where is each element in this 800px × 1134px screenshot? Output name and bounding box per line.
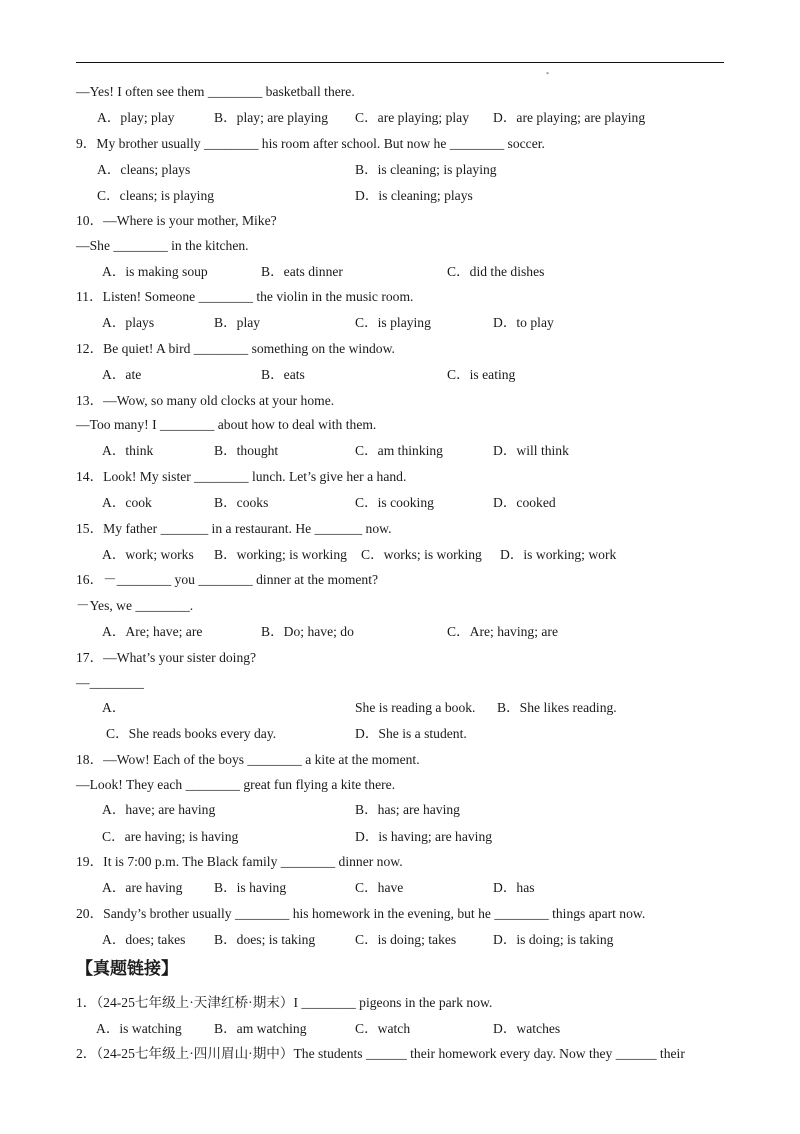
question-11: 11．Listen! Someone ________ the violin in the music room. [76,289,414,304]
question-19: 19．It is 7:00 p.m. The Black family ________ dinner now. [76,854,403,869]
question-13: 13．—Wow, so many old clocks at your home. [76,393,335,408]
option-d: D．has [493,880,535,895]
option-a: A．have; are having [102,802,216,817]
question-18: 18．—Wow! Each of the boys ________ a kite at the moment. [76,752,420,767]
question-12: 12．Be quiet! A bird ________ something on the window. [76,341,395,356]
option-c: C．is cooking [355,495,434,510]
option-b: B．play [214,315,261,330]
option-c: C．is doing; takes [355,932,457,947]
option-c: C．She reads books every day. [106,726,277,741]
option-a: A．is making soup [102,264,208,279]
option-c: C．are having; is having [102,829,239,844]
option-a: A．think [102,443,154,458]
option-b: B．is cleaning; is playing [355,162,497,177]
option-a: A． [102,700,126,715]
question-16: 16．－________ you ________ dinner at the moment? [76,572,379,587]
option-b: B．cooks [214,495,269,510]
question-14: 14．Look! My sister ________ lunch. Let’s give her a hand. [76,469,407,484]
option-c: C．am thinking [355,443,443,458]
question-text: —Yes! I often see them ________ basketball there. [76,84,355,99]
option-b: B．has; are having [355,802,460,817]
option-d: D．is working; work [500,547,617,562]
option-a: A．are having [102,880,183,895]
question-17-reply: —________ [76,675,144,690]
option-b: B．She likes reading. [497,700,617,715]
option-a: A．play; play [97,110,175,125]
option-a: A．does; takes [102,932,186,947]
real-question-2: 2．（24-25七年级上·四川眉山·期中）The students ______ their homework every day. Now they ______ their [76,1046,685,1061]
option-c: C．is eating [447,367,516,382]
option-b: B．thought [214,443,279,458]
option-a-text: She is reading a book. [355,700,476,715]
option-b: B．Do; have; do [261,624,354,639]
question-16-reply: －Yes, we ________. [76,598,194,613]
option-b: B．working; is working [214,547,347,562]
option-a: A．cook [102,495,152,510]
question-18-reply: —Look! They each ________ great fun flying a kite there. [76,777,396,792]
header-rule [76,62,724,63]
option-b: B．eats dinner [261,264,343,279]
option-d: D．She is a student. [355,726,467,741]
question-10-reply: —She ________ in the kitchen. [76,238,249,253]
option-d: D．to play [493,315,554,330]
question-17: 17．—What’s your sister doing? [76,650,257,665]
option-a: A．Are; have; are [102,624,203,639]
real-question-1: 1．（24-25七年级上·天津红桥·期末）I ________ pigeons in the park now. [76,995,493,1010]
option-c: C．works; is working [361,547,482,562]
option-c: C．have [355,880,404,895]
header-mark: * [546,72,549,78]
option-c: C．are playing; play [355,110,470,125]
option-b: B．am watching [214,1021,307,1036]
option-b: B．eats [261,367,305,382]
option-d: D．cooked [493,495,556,510]
option-b: B．is having [214,880,287,895]
option-a: A．is watching [96,1021,182,1036]
option-a: A．cleans; plays [97,162,191,177]
option-a: A．work; works [102,547,194,562]
question-20: 20．Sandy’s brother usually ________ his homework in the evening, but he ________ things apart now. [76,906,646,921]
option-a: A．ate [102,367,142,382]
option-d: D．will think [493,443,569,458]
option-c: C．did the dishes [447,264,545,279]
option-c: C．cleans; is playing [97,188,215,203]
section-heading: 【真题链接】 [76,959,178,979]
question-15: 15．My father _______ in a restaurant. He _______ now. [76,521,392,536]
option-d: D．watches [493,1021,561,1036]
option-d: D．is having; are having [355,829,493,844]
question-13-reply: —Too many! I ________ about how to deal with them. [76,417,377,432]
option-c: C．Are; having; are [447,624,558,639]
question-10: 10．—Where is your mother, Mike? [76,213,277,228]
option-b: B．play; are playing [214,110,329,125]
option-d: D．are playing; are playing [493,110,646,125]
option-d: D．is doing; is taking [493,932,614,947]
option-c: C．watch [355,1021,411,1036]
option-b: B．does; is taking [214,932,316,947]
question-9: 9．My brother usually ________ his room after school. But now he ________ soccer. [76,136,545,151]
option-c: C．is playing [355,315,431,330]
option-d: D．is cleaning; plays [355,188,473,203]
option-a: A．plays [102,315,155,330]
